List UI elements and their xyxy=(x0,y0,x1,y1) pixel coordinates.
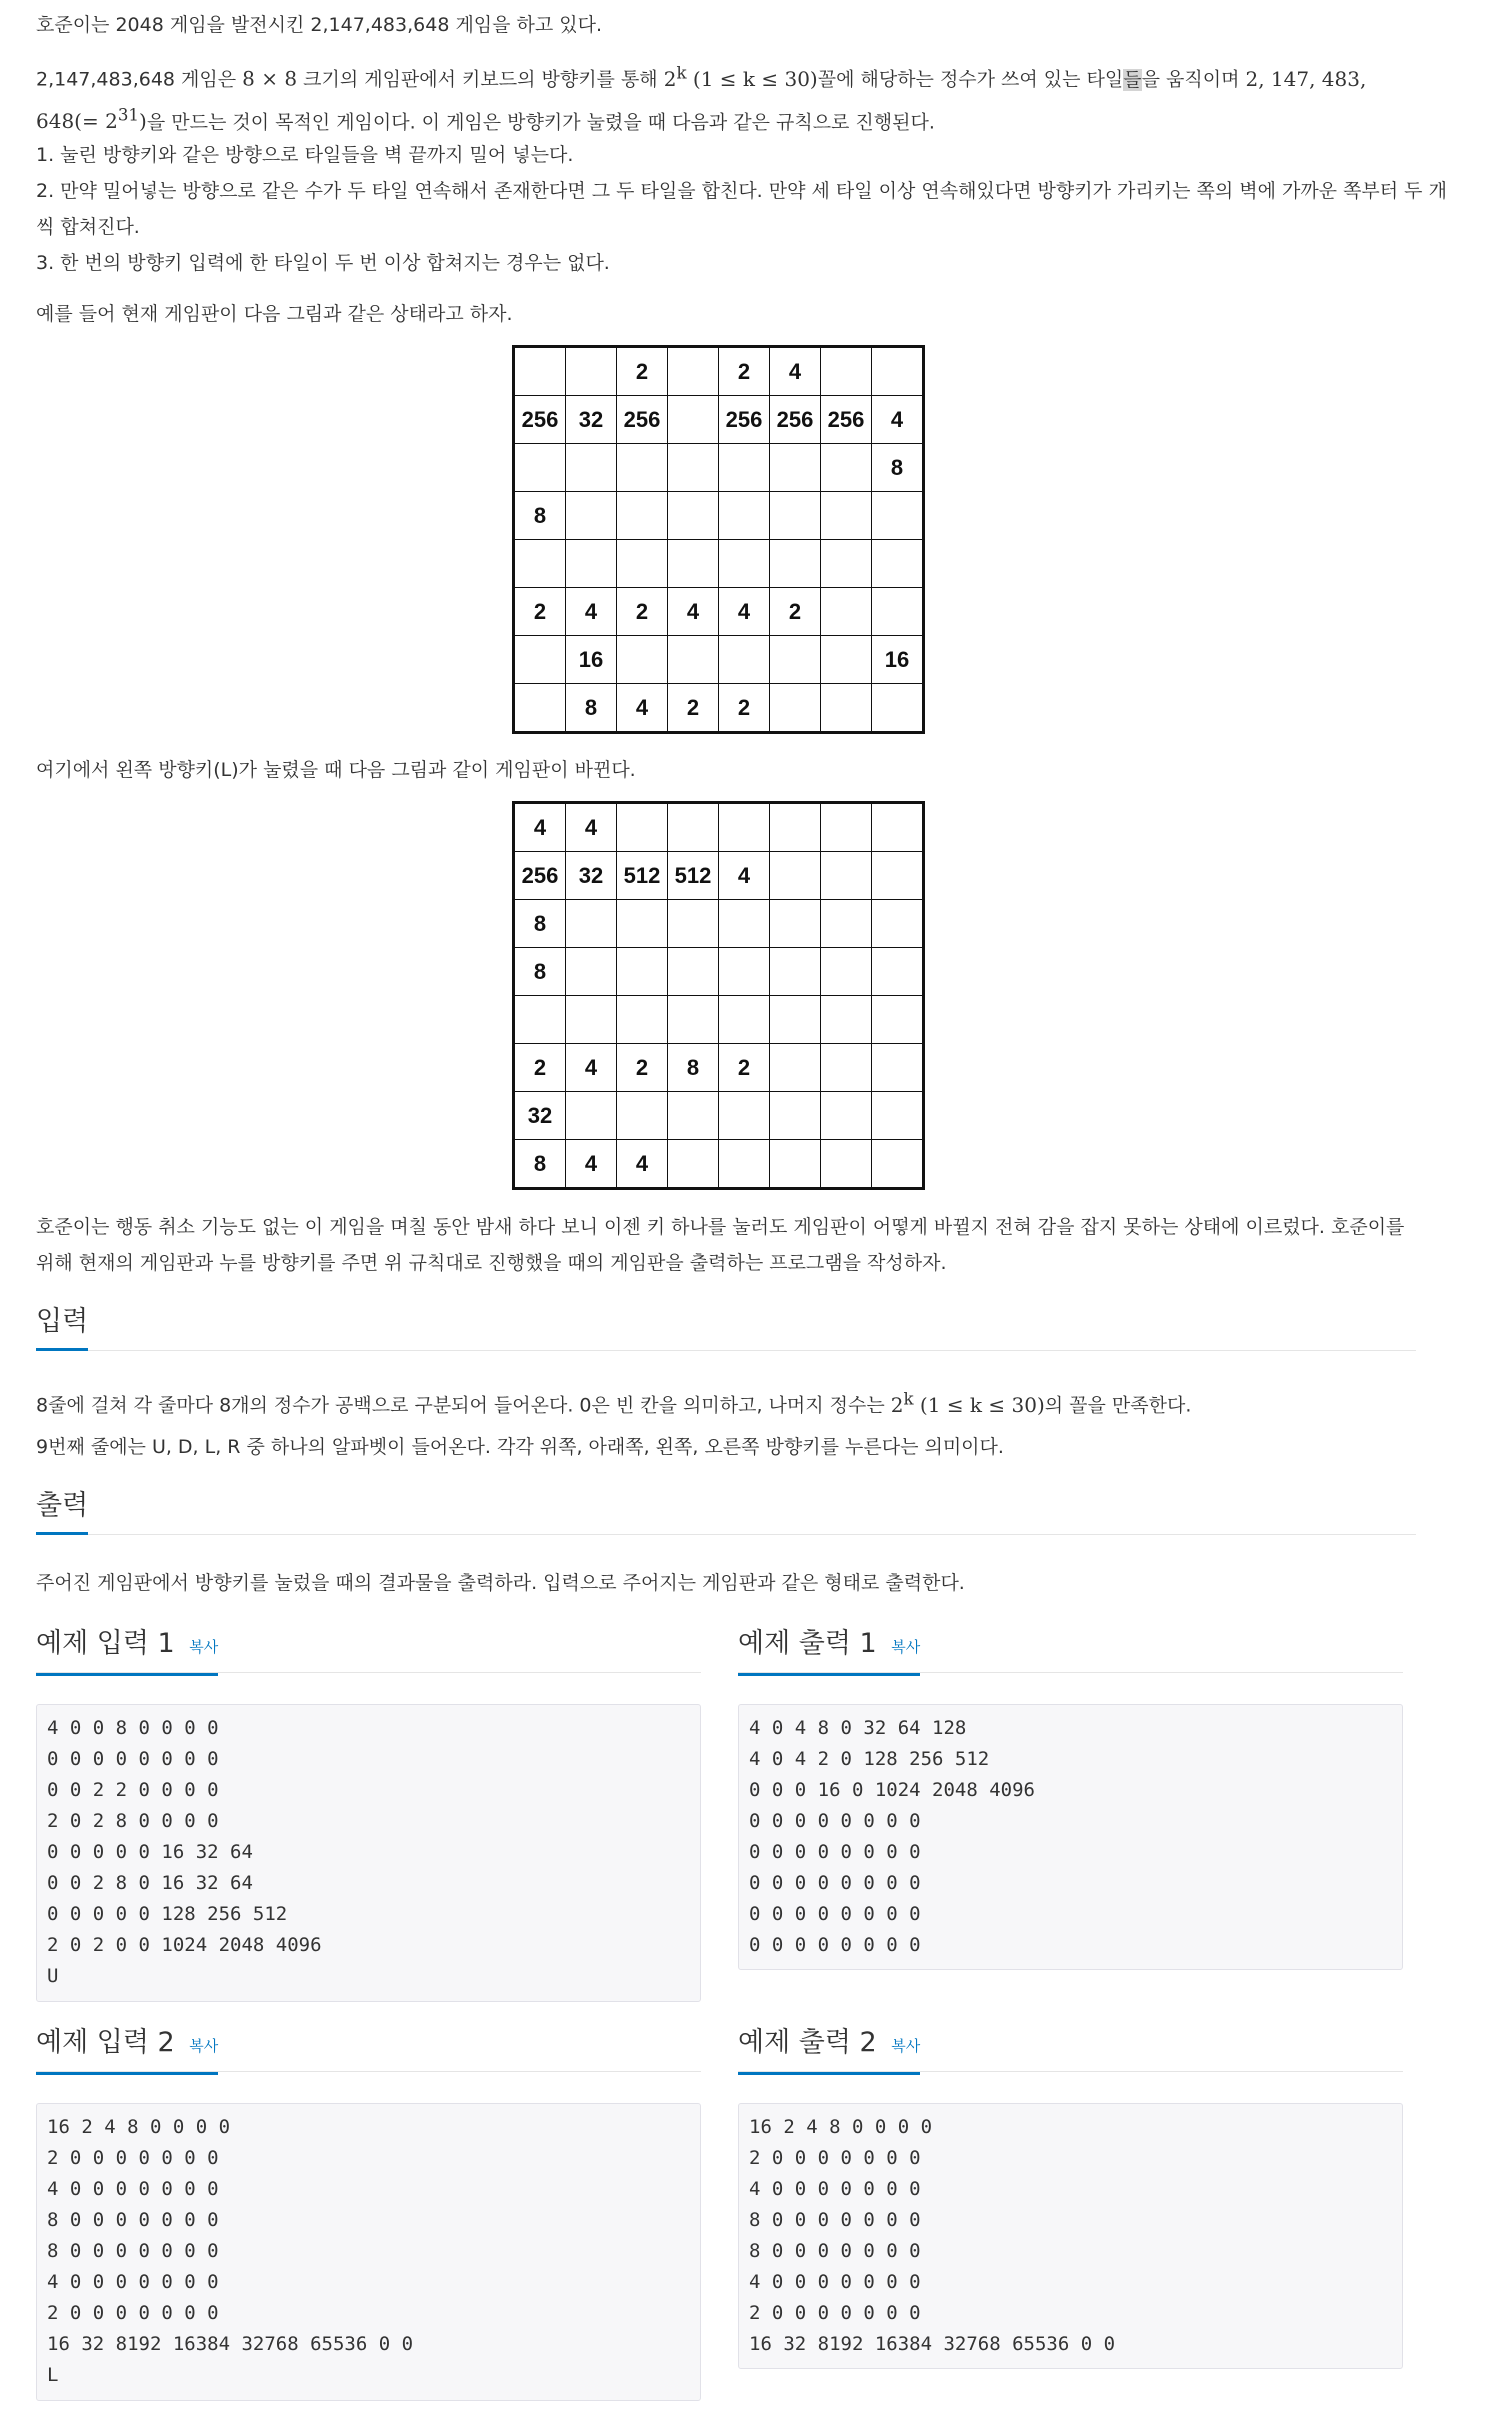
after-left-text: 여기에서 왼쪽 방향키(L)가 눌렸을 때 다음 그림과 같이 게임판이 바뀐다. xyxy=(36,759,636,781)
board-cell xyxy=(668,636,719,684)
board-cell xyxy=(617,444,668,492)
board-cell xyxy=(566,948,617,996)
board-cell: 2 xyxy=(770,588,821,636)
math-power xyxy=(663,63,818,91)
board-cell: 512 xyxy=(617,852,668,900)
copy-button[interactable]: 복사 xyxy=(891,2037,921,2055)
board-cell xyxy=(719,540,770,588)
game-board-before xyxy=(512,345,925,734)
board-cell xyxy=(821,948,872,996)
board-cell xyxy=(617,996,668,1044)
board-row xyxy=(514,1140,924,1189)
board-cell xyxy=(770,444,821,492)
math-condition: (1 ≤ k ≤ 30) xyxy=(913,1392,1045,1417)
board-cell xyxy=(668,1140,719,1189)
board-cell xyxy=(566,347,617,396)
rules-list xyxy=(0,137,1456,281)
board-cell: 4 xyxy=(617,1140,668,1189)
board-cell xyxy=(872,996,924,1044)
board-row xyxy=(514,684,924,733)
board-cell xyxy=(872,684,924,733)
board-cell xyxy=(770,1044,821,1092)
board-cell xyxy=(566,1092,617,1140)
board-cell: 2 xyxy=(719,1044,770,1092)
board-cell xyxy=(872,492,924,540)
board-cell xyxy=(719,1092,770,1140)
board-cell xyxy=(514,684,566,733)
board-cell xyxy=(770,636,821,684)
board-cell: 8 xyxy=(514,1140,566,1189)
output-section-heading xyxy=(36,1488,1416,1535)
board-cell: 4 xyxy=(719,588,770,636)
board-cell xyxy=(770,803,821,852)
board-cell: 4 xyxy=(566,1044,617,1092)
board-cell: 16 xyxy=(872,636,924,684)
math-condition: (1 ≤ k ≤ 30) xyxy=(686,66,818,91)
intro-text: 호준이는 2048 게임을 발전시킨 2,147,483,648 게임을 하고 있다. xyxy=(36,14,603,36)
board-cell xyxy=(668,900,719,948)
description-text xyxy=(36,55,1416,140)
board-cell xyxy=(872,1140,924,1189)
math-power xyxy=(890,1389,1045,1417)
desc-part: 꼴에 해당하는 정수가 쓰여 있는 타일 xyxy=(817,68,1124,91)
desc-part: 을 움직이며 xyxy=(1141,68,1246,91)
board-cell: 512 xyxy=(668,852,719,900)
board-row xyxy=(514,540,924,588)
board-cell xyxy=(514,540,566,588)
board-cell xyxy=(617,803,668,852)
sample-output-1[interactable]: 4 0 4 8 0 32 64 128 4 0 4 2 0 128 256 512 0 0 0 16 0 1024 2048 4096 0 0 0 0 0 0 0 0 0 0 0 0 0 0 0 0 0 0 0 0 0 0 0 0 0 0 0 0 0 0 0 0 0 0 0 0 0 0 0 0 xyxy=(738,1704,1403,1970)
board-cell xyxy=(872,803,924,852)
board-cell xyxy=(514,347,566,396)
board-cell xyxy=(821,900,872,948)
math-big-exponent: 31 xyxy=(117,105,140,125)
desc-part: 2,147,483,648 게임은 xyxy=(36,68,243,91)
board-cell xyxy=(719,492,770,540)
board-cell xyxy=(872,347,924,396)
board-cell xyxy=(872,588,924,636)
board-cell: 4 xyxy=(617,684,668,733)
board-cell: 8 xyxy=(514,900,566,948)
board-cell xyxy=(617,540,668,588)
input-text-1 xyxy=(36,1381,1416,1424)
board-cell xyxy=(821,684,872,733)
board-cell xyxy=(821,803,872,852)
input-text-2: 9번째 줄에는 U, D, L, R 중 하나의 알파벳이 들어온다. 각각 위쪽, 아래쪽, 왼쪽, 오른쪽 방향키를 누른다는 의미이다. xyxy=(36,1436,1004,1458)
board-cell xyxy=(821,540,872,588)
rule-item: 3. 한 번의 방향키 입력에 한 타일이 두 번 이상 합쳐지는 경우는 없다. xyxy=(36,252,610,274)
board-cell: 2 xyxy=(514,1044,566,1092)
board-cell: 4 xyxy=(719,852,770,900)
board-cell: 256 xyxy=(770,396,821,444)
board-cell xyxy=(668,396,719,444)
sample-output-1-title xyxy=(738,1626,1403,1673)
board-cell xyxy=(668,347,719,396)
math-exponent: k xyxy=(903,1389,914,1408)
board-cell: 4 xyxy=(566,803,617,852)
board-cell xyxy=(770,684,821,733)
board-cell: 8 xyxy=(514,492,566,540)
board-cell xyxy=(872,900,924,948)
task-text: 호준이는 행동 취소 기능도 없는 이 게임을 며칠 동안 밤새 하다 보니 이젠 키 하나를 눌러도 게임판이 어떻게 바뀔지 전혀 감을 잡지 못하는 상태에 이르렀다. 호준이를 위해 현재의 게임판과 누를 방향키를 주면 위 규칙대로 진행했을 때의 게임판을 출력하는 프로그램을 작성하자. xyxy=(36,1216,1405,1274)
board-cell xyxy=(566,996,617,1044)
output-text: 주어진 게임판에서 방향키를 눌렀을 때의 결과물을 출력하라. 입력으로 주어지는 게임판과 같은 형태로 출력한다. xyxy=(36,1572,965,1594)
copy-button[interactable]: 복사 xyxy=(189,1638,219,1656)
board-cell: 256 xyxy=(514,852,566,900)
board-cell xyxy=(668,996,719,1044)
board-cell xyxy=(617,948,668,996)
board-cell xyxy=(821,444,872,492)
input-section-heading xyxy=(36,1304,1416,1351)
sample-input-2-label: 예제 입력 2 xyxy=(36,2027,175,2058)
board-cell: 2 xyxy=(719,347,770,396)
board-cell xyxy=(821,1092,872,1140)
sample-output-2-label: 예제 출력 2 xyxy=(738,2027,877,2058)
math-exponent: k xyxy=(676,63,687,82)
board-cell: 256 xyxy=(514,396,566,444)
board-cell: 8 xyxy=(668,1044,719,1092)
board-cell: 4 xyxy=(566,1140,617,1189)
board-cell: 4 xyxy=(514,803,566,852)
copy-button[interactable]: 복사 xyxy=(189,2037,219,2055)
math-big-base: 2, 147, 483, 648(= 2 xyxy=(36,66,1367,134)
highlighted-text: 들 xyxy=(1123,68,1142,91)
board-row xyxy=(514,347,924,396)
board-cell xyxy=(719,636,770,684)
sample-output-1-heading xyxy=(738,1626,920,1676)
sample-input-2[interactable]: 16 2 4 8 0 0 0 0 2 0 0 0 0 0 0 0 4 0 0 0 0 0 0 0 8 0 0 0 0 0 0 0 8 0 0 0 0 0 0 0 4 0 0 0 0 0 0 0 2 0 0 0 0 0 0 0 16 32 8192 16384 32768 65536 0 0 L xyxy=(36,2103,701,2401)
board-cell xyxy=(770,852,821,900)
board-row xyxy=(514,1092,924,1140)
board-cell: 16 xyxy=(566,636,617,684)
board-cell xyxy=(821,852,872,900)
board-cell xyxy=(821,588,872,636)
board-cell: 4 xyxy=(872,396,924,444)
input-heading-label: 입력 xyxy=(36,1304,88,1351)
board-cell: 256 xyxy=(821,396,872,444)
output-heading-label: 출력 xyxy=(36,1488,88,1535)
board-cell: 8 xyxy=(872,444,924,492)
board-cell xyxy=(872,1092,924,1140)
board-cell xyxy=(770,492,821,540)
desc-part: 크기의 게임판에서 키보드의 방향키를 통해 xyxy=(297,68,664,91)
board-cell: 8 xyxy=(566,684,617,733)
math-base: 2 xyxy=(890,1392,904,1417)
board-cell xyxy=(821,492,872,540)
board-cell xyxy=(821,996,872,1044)
board-cell xyxy=(770,996,821,1044)
copy-button[interactable]: 복사 xyxy=(891,1638,921,1656)
board-cell xyxy=(821,1044,872,1092)
board-cell xyxy=(719,948,770,996)
board-cell xyxy=(770,948,821,996)
sample-input-1-heading xyxy=(36,1626,218,1676)
board-cell xyxy=(566,492,617,540)
board-cell xyxy=(719,803,770,852)
board-cell xyxy=(617,1092,668,1140)
rule-item: 1. 눌린 방향키와 같은 방향으로 타일들을 벽 끝까지 밀어 넣는다. xyxy=(36,144,574,166)
sample-output-1-label: 예제 출력 1 xyxy=(738,1628,877,1659)
board-cell: 4 xyxy=(566,588,617,636)
board-cell xyxy=(719,900,770,948)
board-row xyxy=(514,852,924,900)
board-cell xyxy=(719,444,770,492)
sample-output-2[interactable]: 16 2 4 8 0 0 0 0 2 0 0 0 0 0 0 0 4 0 0 0 0 0 0 0 8 0 0 0 0 0 0 0 8 0 0 0 0 0 0 0 4 0 0 0 0 0 0 0 2 0 0 0 0 0 0 0 16 32 8192 16384 32768 65536 0 0 xyxy=(738,2103,1403,2369)
board-cell: 256 xyxy=(617,396,668,444)
sample-input-1-label: 예제 입력 1 xyxy=(36,1628,175,1659)
board-row xyxy=(514,803,924,852)
board-row xyxy=(514,996,924,1044)
board-cell: 4 xyxy=(770,347,821,396)
board-cell xyxy=(668,948,719,996)
sample-input-2-title xyxy=(36,2025,701,2072)
game-board-after xyxy=(512,801,925,1190)
board-cell xyxy=(668,444,719,492)
board-row xyxy=(514,396,924,444)
math-base: 2 xyxy=(663,66,677,91)
board-cell: 8 xyxy=(514,948,566,996)
board-cell xyxy=(872,1044,924,1092)
board-cell: 2 xyxy=(617,347,668,396)
input-text-part: 8줄에 걸쳐 각 줄마다 8개의 정수가 공백으로 구분되어 들어온다. 0은 빈 칸을 의미하고, 나머지 정수는 xyxy=(36,1394,891,1417)
rule-item: 2. 만약 밀어넣는 방향으로 같은 수가 두 타일 연속해서 존재한다면 그 두 타일을 합친다. 만약 세 타일 이상 연속해있다면 방향키가 가리키는 쪽의 벽에 가까운 쪽부터 두 개씩 합쳐진다. xyxy=(36,180,1447,238)
board-cell xyxy=(514,996,566,1044)
math-grid-size: 8 × 8 xyxy=(242,66,298,91)
board-cell xyxy=(770,900,821,948)
board-row xyxy=(514,492,924,540)
board-cell xyxy=(770,1140,821,1189)
board-row xyxy=(514,948,924,996)
board-cell xyxy=(668,540,719,588)
board-row xyxy=(514,444,924,492)
board-cell xyxy=(668,1092,719,1140)
board-cell: 32 xyxy=(566,396,617,444)
board-cell: 32 xyxy=(514,1092,566,1140)
board-cell xyxy=(514,444,566,492)
desc-part: 을 만드는 것이 목적인 게임이다. 이 게임은 방향키가 눌렸을 때 다음과 같은 규칙으로 진행된다. xyxy=(146,111,935,134)
board-cell: 2 xyxy=(514,588,566,636)
board-cell xyxy=(617,492,668,540)
board-cell xyxy=(566,444,617,492)
board-cell xyxy=(719,1140,770,1189)
board-cell: 256 xyxy=(719,396,770,444)
board-cell xyxy=(770,540,821,588)
sample-output-2-title xyxy=(738,2025,1403,2072)
board-cell xyxy=(514,636,566,684)
board-cell: 2 xyxy=(617,588,668,636)
board-cell xyxy=(617,636,668,684)
board-row xyxy=(514,1044,924,1092)
board-cell xyxy=(821,636,872,684)
math-big-close: ) xyxy=(139,109,147,134)
example-intro-text: 예를 들어 현재 게임판이 다음 그림과 같은 상태라고 하자. xyxy=(36,303,513,325)
sample-input-1-title xyxy=(36,1626,701,1673)
sample-input-2-heading xyxy=(36,2025,218,2075)
board-row xyxy=(514,900,924,948)
board-cell xyxy=(872,948,924,996)
board-cell xyxy=(872,540,924,588)
board-cell xyxy=(719,996,770,1044)
sample-output-2-heading xyxy=(738,2025,920,2075)
board-cell xyxy=(668,492,719,540)
board-row xyxy=(514,636,924,684)
board-cell xyxy=(566,540,617,588)
board-cell xyxy=(668,803,719,852)
board-cell xyxy=(617,900,668,948)
board-cell xyxy=(821,1140,872,1189)
board-cell: 4 xyxy=(668,588,719,636)
board-cell xyxy=(821,347,872,396)
board-cell: 2 xyxy=(617,1044,668,1092)
board-cell: 32 xyxy=(566,852,617,900)
sample-input-1[interactable]: 4 0 0 8 0 0 0 0 0 0 0 0 0 0 0 0 0 0 2 2 0 0 0 0 2 0 2 8 0 0 0 0 0 0 0 0 0 16 32 64 0 0 2 8 0 16 32 64 0 0 0 0 0 128 256 512 2 0 2 0 0 1024 2048 4096 U xyxy=(36,1704,701,2002)
board-cell xyxy=(872,852,924,900)
input-text-part: 의 꼴을 만족한다. xyxy=(1044,1394,1192,1417)
board-cell: 2 xyxy=(668,684,719,733)
board-row xyxy=(514,588,924,636)
board-cell xyxy=(770,1092,821,1140)
board-cell: 2 xyxy=(719,684,770,733)
board-cell xyxy=(566,900,617,948)
